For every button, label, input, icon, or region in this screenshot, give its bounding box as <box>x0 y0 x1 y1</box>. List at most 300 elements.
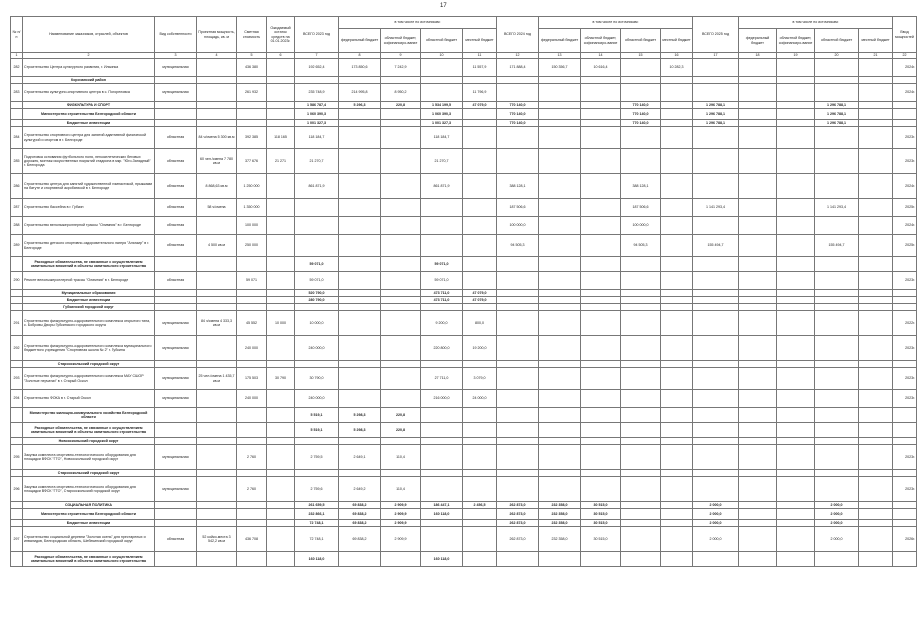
value-local-2024 <box>661 509 693 520</box>
ownership-type: областная <box>155 527 197 552</box>
value-federal-2024 <box>539 445 581 470</box>
estimate-cost: 377 676 <box>237 149 267 174</box>
total-title: СОЦИАЛЬНАЯ ПОЛИТИКА <box>23 502 155 509</box>
value-local-2024 <box>661 311 693 336</box>
value-total-2023: 520 790,0 <box>295 290 339 297</box>
column-number: 18 <box>739 53 777 59</box>
capacity <box>197 390 237 408</box>
empty-cell <box>155 361 197 368</box>
value-regional-cofin-2023 <box>381 297 421 304</box>
row-number: 286 <box>11 174 23 199</box>
value-federal-2023 <box>339 149 381 174</box>
remainder <box>267 217 295 235</box>
value-local-2024 <box>661 527 693 552</box>
value-regional-cofin-2024 <box>581 390 621 408</box>
value-regional-2024: 770 140,0 <box>621 120 661 127</box>
column-number: 4 <box>197 53 237 59</box>
value-total-2023: 30 790,0 <box>295 368 339 390</box>
value-federal-2023: 5 298,3 <box>339 408 381 423</box>
value-federal-2023 <box>339 311 381 336</box>
value-federal-2024: 232 358,0 <box>539 502 581 509</box>
empty-cell <box>497 77 539 84</box>
estimate-cost: 1 250 000 <box>237 174 267 199</box>
value-regional-2023 <box>421 477 463 502</box>
value-federal-2023: 173 850,6 <box>339 59 381 77</box>
header-federal-2024: федеральный бюджет <box>539 29 581 53</box>
value-regional-2023: 21 270,7 <box>421 149 463 174</box>
column-number: 16 <box>661 53 693 59</box>
row-number: 284 <box>11 127 23 149</box>
value-federal-2024 <box>539 272 581 290</box>
row-number: 294 <box>11 390 23 408</box>
value-regional-cofin-2023: 2 909,9 <box>381 509 421 520</box>
empty-cell <box>237 438 267 445</box>
column-number: 1 <box>11 53 23 59</box>
header-num: № п/п <box>11 17 23 53</box>
estimate-cost: 1 350 000 <box>237 199 267 217</box>
empty-cell <box>739 77 777 84</box>
value-total-2024 <box>497 272 539 290</box>
value-total-2025 <box>693 174 739 199</box>
empty-cell <box>661 304 693 311</box>
empty-cell <box>421 361 463 368</box>
value-federal-2023 <box>339 174 381 199</box>
empty-cell <box>381 77 421 84</box>
remainder: 10 000 <box>267 311 295 336</box>
header-total-2023: ВСЕГО 2023 год <box>295 17 339 53</box>
value-federal-2025 <box>739 423 777 438</box>
empty-cell <box>815 361 859 368</box>
header-name: Наименование заказчиков, отраслей, объектов <box>23 17 155 53</box>
value-total-2023: 59 071,0 <box>295 257 339 272</box>
value-total-2023: 72 748,1 <box>295 520 339 527</box>
value-regional-2023 <box>421 445 463 470</box>
estimate-cost: 392 385 <box>237 127 267 149</box>
row-number: 293 <box>11 368 23 390</box>
value-local-2023 <box>463 527 497 552</box>
empty-cell <box>463 77 497 84</box>
empty-cell <box>421 470 463 477</box>
empty-cell <box>893 102 917 109</box>
total-row <box>11 502 917 509</box>
empty-cell <box>155 297 197 304</box>
value-regional-cofin-2023 <box>381 199 421 217</box>
value-regional-cofin-2023: 2 909,9 <box>381 520 421 527</box>
header-sources-2024: в том числе по источникам: <box>539 17 693 29</box>
value-federal-2025 <box>739 336 777 361</box>
column-number: 7 <box>295 53 339 59</box>
value-total-2023 <box>295 217 339 235</box>
ownership-type: областная <box>155 174 197 199</box>
empty-cell <box>777 77 815 84</box>
empty-cell <box>859 438 893 445</box>
value-local-2025 <box>859 102 893 109</box>
capacity <box>197 59 237 77</box>
total-title: ФИЗКУЛЬТУРА И СПОРТ <box>23 102 155 109</box>
value-federal-2024 <box>539 257 581 272</box>
total-row <box>11 520 917 527</box>
empty-cell <box>197 552 237 567</box>
capacity: 25 чел./смена 1 435,7 кв.м <box>197 368 237 390</box>
total-title: Бюджетные инвестиции <box>23 297 155 304</box>
value-local-2024 <box>661 297 693 304</box>
table-row <box>11 368 917 390</box>
value-regional-2025 <box>815 149 859 174</box>
value-local-2025 <box>859 120 893 127</box>
estimate-cost: 240 000 <box>237 390 267 408</box>
value-regional-2024: 388 128,1 <box>621 174 661 199</box>
ownership-type: областная <box>155 217 197 235</box>
value-regional-2023 <box>421 199 463 217</box>
table-row <box>11 445 917 470</box>
value-regional-cofin-2025 <box>777 336 815 361</box>
empty-cell <box>893 304 917 311</box>
empty-cell <box>11 423 23 438</box>
estimate-cost: 2 760 <box>237 445 267 470</box>
header-total-2024: ВСЕГО 2024 год <box>497 17 539 53</box>
value-regional-2023: 27 711,0 <box>421 368 463 390</box>
remainder <box>267 445 295 470</box>
capacity: 52 койко-места 3 542,2 кв.м <box>197 527 237 552</box>
table-row <box>11 59 917 77</box>
empty-cell <box>815 470 859 477</box>
row-number: 282 <box>11 59 23 77</box>
total-title: Министерство жилищно-коммунального хозяйства Белгородской области <box>23 408 155 423</box>
value-federal-2025 <box>739 120 777 127</box>
value-local-2024 <box>661 502 693 509</box>
section-title: Старооскольский городской округ <box>23 470 155 477</box>
value-regional-cofin-2024 <box>581 217 621 235</box>
value-local-2024 <box>661 552 693 567</box>
column-number: 15 <box>621 53 661 59</box>
remainder <box>267 272 295 290</box>
ownership-type: муниципальная <box>155 477 197 502</box>
capacity: 60 чел./смена 7 780 кв.м <box>197 149 237 174</box>
value-federal-2023 <box>339 552 381 567</box>
value-regional-2024: 94 505,3 <box>621 235 661 257</box>
section-row <box>11 470 917 477</box>
header-federal-2025: федеральный бюджет <box>739 29 777 53</box>
value-regional-cofin-2023 <box>381 109 421 120</box>
value-regional-2024 <box>621 520 661 527</box>
row-number: 297 <box>11 527 23 552</box>
empty-cell <box>339 77 381 84</box>
empty-cell <box>11 297 23 304</box>
column-number: 8 <box>339 53 381 59</box>
header-sources-2023: в том числе по источникам: <box>339 17 497 29</box>
value-regional-cofin-2023: 2 909,9 <box>381 527 421 552</box>
value-total-2025: 2 000,0 <box>693 509 739 520</box>
header-row-sources <box>11 17 917 29</box>
capacity <box>197 217 237 235</box>
value-regional-2025: 2 000,0 <box>815 509 859 520</box>
value-federal-2025 <box>739 199 777 217</box>
value-local-2024 <box>661 102 693 109</box>
empty-cell <box>539 304 581 311</box>
commissioning-year: 2023г. <box>893 127 917 149</box>
value-regional-cofin-2023 <box>381 120 421 127</box>
value-federal-2025 <box>739 59 777 77</box>
empty-cell <box>693 77 739 84</box>
empty-cell <box>237 470 267 477</box>
table-row <box>11 477 917 502</box>
header-ownership: Вид собственности <box>155 17 197 53</box>
value-total-2025 <box>693 552 739 567</box>
value-local-2025 <box>859 174 893 199</box>
empty-cell <box>693 470 739 477</box>
empty-cell <box>237 297 267 304</box>
empty-cell <box>155 520 197 527</box>
empty-cell <box>859 470 893 477</box>
value-regional-2025 <box>815 368 859 390</box>
value-local-2024 <box>661 445 693 470</box>
estimate-cost: 250 000 <box>237 235 267 257</box>
value-local-2025 <box>859 59 893 77</box>
empty-cell <box>11 509 23 520</box>
empty-cell <box>237 109 267 120</box>
commissioning-year: 2023г. <box>893 272 917 290</box>
total-title: Бюджетные инвестиции <box>23 520 155 527</box>
table-row <box>11 174 917 199</box>
empty-cell <box>621 438 661 445</box>
value-regional-2023 <box>421 527 463 552</box>
row-number: 285 <box>11 149 23 174</box>
empty-cell <box>237 120 267 127</box>
value-regional-cofin-2023: 110,4 <box>381 477 421 502</box>
estimate-cost: 436 380 <box>237 59 267 77</box>
value-regional-2025 <box>815 423 859 438</box>
value-local-2025 <box>859 257 893 272</box>
value-regional-2023 <box>421 59 463 77</box>
value-regional-cofin-2025 <box>777 235 815 257</box>
ownership-type: муниципальная <box>155 390 197 408</box>
header-capacity: Проектная мощность, площадь, кв. м <box>197 17 237 53</box>
value-federal-2025 <box>739 149 777 174</box>
value-regional-cofin-2024 <box>581 408 621 423</box>
empty-cell <box>693 304 739 311</box>
row-number: 296 <box>11 477 23 502</box>
empty-cell <box>739 470 777 477</box>
table-row <box>11 127 917 149</box>
value-regional-cofin-2024 <box>581 127 621 149</box>
value-total-2024: 770 140,0 <box>497 102 539 109</box>
total-row <box>11 102 917 109</box>
value-total-2024: 187 506,6 <box>497 199 539 217</box>
header-regional-cofin-2023: областной бюджет, софинансиро-вание <box>381 29 421 53</box>
table-row <box>11 311 917 336</box>
capacity <box>197 477 237 502</box>
total-title: Бюджетные инвестиции <box>23 120 155 127</box>
value-local-2024 <box>661 257 693 272</box>
column-number: 5 <box>237 53 267 59</box>
value-regional-2025 <box>815 445 859 470</box>
empty-cell <box>237 304 267 311</box>
empty-cell <box>815 77 859 84</box>
value-total-2023 <box>295 199 339 217</box>
row-number: 288 <box>11 217 23 235</box>
value-total-2023: 10 000,0 <box>295 311 339 336</box>
empty-cell <box>11 120 23 127</box>
value-regional-2023: 160 118,0 <box>421 552 463 567</box>
table-row <box>11 199 917 217</box>
row-number: 283 <box>11 84 23 102</box>
value-total-2024: 770 140,0 <box>497 120 539 127</box>
value-regional-cofin-2023 <box>381 552 421 567</box>
table-row <box>11 390 917 408</box>
value-total-2023: 192 652,4 <box>295 59 339 77</box>
value-total-2025 <box>693 408 739 423</box>
empty-cell <box>893 109 917 120</box>
value-federal-2024: 232 358,0 <box>539 527 581 552</box>
row-number: 295 <box>11 445 23 470</box>
value-regional-cofin-2024 <box>581 290 621 297</box>
empty-cell <box>237 408 267 423</box>
value-regional-2025 <box>815 552 859 567</box>
commissioning-year: 2025г. <box>893 199 917 217</box>
remainder <box>267 174 295 199</box>
value-total-2025 <box>693 445 739 470</box>
value-regional-cofin-2025 <box>777 199 815 217</box>
empty-cell <box>197 502 237 509</box>
value-total-2023: 280 790,0 <box>295 297 339 304</box>
estimate-cost: 436 708 <box>237 527 267 552</box>
value-regional-2024 <box>621 272 661 290</box>
value-total-2023: 1 060 390,3 <box>295 109 339 120</box>
empty-cell <box>155 304 197 311</box>
empty-cell <box>381 361 421 368</box>
value-regional-cofin-2024 <box>581 84 621 102</box>
value-federal-2025 <box>739 502 777 509</box>
empty-cell <box>267 257 295 272</box>
value-federal-2023 <box>339 217 381 235</box>
value-local-2025 <box>859 527 893 552</box>
empty-cell <box>11 408 23 423</box>
value-regional-2025 <box>815 127 859 149</box>
total-title: Расходные обязательства, не связанные с осуществлением капитальных вложений в объекты капитального строительства <box>23 423 155 438</box>
empty-cell <box>11 304 23 311</box>
column-number: 9 <box>381 53 421 59</box>
object-name: Строительство спортивного центра для занятий адаптивной физической культурой и спортом в г. Белгороде <box>23 127 155 149</box>
value-local-2023 <box>463 423 497 438</box>
empty-cell <box>155 77 197 84</box>
value-regional-cofin-2023: 220,8 <box>381 408 421 423</box>
value-regional-cofin-2025 <box>777 477 815 502</box>
empty-cell <box>621 361 661 368</box>
value-total-2023: 5 519,1 <box>295 408 339 423</box>
empty-cell <box>197 102 237 109</box>
value-regional-cofin-2024: 30 515,0 <box>581 502 621 509</box>
capacity: 4 500 кв.м <box>197 235 237 257</box>
value-local-2025 <box>859 408 893 423</box>
value-federal-2025 <box>739 217 777 235</box>
page-number: 17 <box>440 3 447 9</box>
empty-cell <box>497 361 539 368</box>
commissioning-year: 2025г. <box>893 235 917 257</box>
value-federal-2025 <box>739 102 777 109</box>
value-local-2024 <box>661 477 693 502</box>
value-federal-2023 <box>339 390 381 408</box>
value-regional-cofin-2025 <box>777 552 815 567</box>
value-local-2025 <box>859 84 893 102</box>
value-regional-cofin-2025 <box>777 272 815 290</box>
empty-cell <box>295 438 339 445</box>
value-federal-2023: 214 995,8 <box>339 84 381 102</box>
empty-cell <box>267 502 295 509</box>
value-regional-2025 <box>815 311 859 336</box>
value-total-2023: 118 184,7 <box>295 127 339 149</box>
value-local-2025 <box>859 390 893 408</box>
value-regional-cofin-2024 <box>581 199 621 217</box>
total-row <box>11 257 917 272</box>
empty-cell <box>381 304 421 311</box>
empty-cell <box>893 77 917 84</box>
value-total-2023: 1 586 787,4 <box>295 102 339 109</box>
empty-cell <box>11 109 23 120</box>
value-local-2024 <box>661 199 693 217</box>
value-federal-2023: 69 838,2 <box>339 502 381 509</box>
value-regional-cofin-2023 <box>381 174 421 199</box>
value-federal-2023 <box>339 120 381 127</box>
empty-cell <box>267 520 295 527</box>
capacity: 8 868,63 кв.м <box>197 174 237 199</box>
value-regional-2024 <box>621 552 661 567</box>
empty-cell <box>421 438 463 445</box>
value-local-2025 <box>859 297 893 304</box>
value-total-2023: 5 519,1 <box>295 423 339 438</box>
section-row <box>11 304 917 311</box>
remainder <box>267 199 295 217</box>
value-federal-2024: 232 358,0 <box>539 509 581 520</box>
value-federal-2025 <box>739 257 777 272</box>
empty-cell <box>463 470 497 477</box>
value-regional-2024: 187 506,6 <box>621 199 661 217</box>
empty-cell <box>197 297 237 304</box>
header-total-2025: ВСЕГО 2025 год <box>693 17 739 53</box>
empty-cell <box>739 304 777 311</box>
remainder: 118 165 <box>267 127 295 149</box>
value-regional-2025 <box>815 477 859 502</box>
value-total-2025 <box>693 127 739 149</box>
value-regional-cofin-2025 <box>777 257 815 272</box>
value-local-2024 <box>661 149 693 174</box>
value-regional-2024 <box>621 127 661 149</box>
value-regional-2025: 155 494,7 <box>815 235 859 257</box>
total-title: Расходные обязательства, не связанные с осуществлением капитальных вложений в объекты капитального строительства <box>23 552 155 567</box>
value-regional-cofin-2025 <box>777 408 815 423</box>
estimate-cost: 175 503 <box>237 368 267 390</box>
value-total-2025: 1 141 293,4 <box>693 199 739 217</box>
value-regional-cofin-2024 <box>581 336 621 361</box>
object-name: Закупка комплекта спортивно-технологического оборудования для площадки ВФСК "ГТО", Старооскольский городской округ <box>23 477 155 502</box>
empty-cell <box>893 509 917 520</box>
value-total-2025: 2 000,0 <box>693 527 739 552</box>
value-regional-2023: 473 711,0 <box>421 290 463 297</box>
value-regional-cofin-2023 <box>381 336 421 361</box>
value-total-2024 <box>497 445 539 470</box>
commissioning-year: 2022г. <box>893 311 917 336</box>
ownership-type: муниципальная <box>155 368 197 390</box>
value-local-2024 <box>661 423 693 438</box>
empty-cell <box>237 552 267 567</box>
column-number: 13 <box>539 53 581 59</box>
value-regional-2023: 1 534 199,5 <box>421 102 463 109</box>
value-local-2025 <box>859 445 893 470</box>
value-local-2023 <box>463 257 497 272</box>
value-total-2025: 1 296 788,1 <box>693 109 739 120</box>
value-federal-2025 <box>739 552 777 567</box>
value-local-2024 <box>661 368 693 390</box>
value-regional-2023: 160 118,0 <box>421 509 463 520</box>
